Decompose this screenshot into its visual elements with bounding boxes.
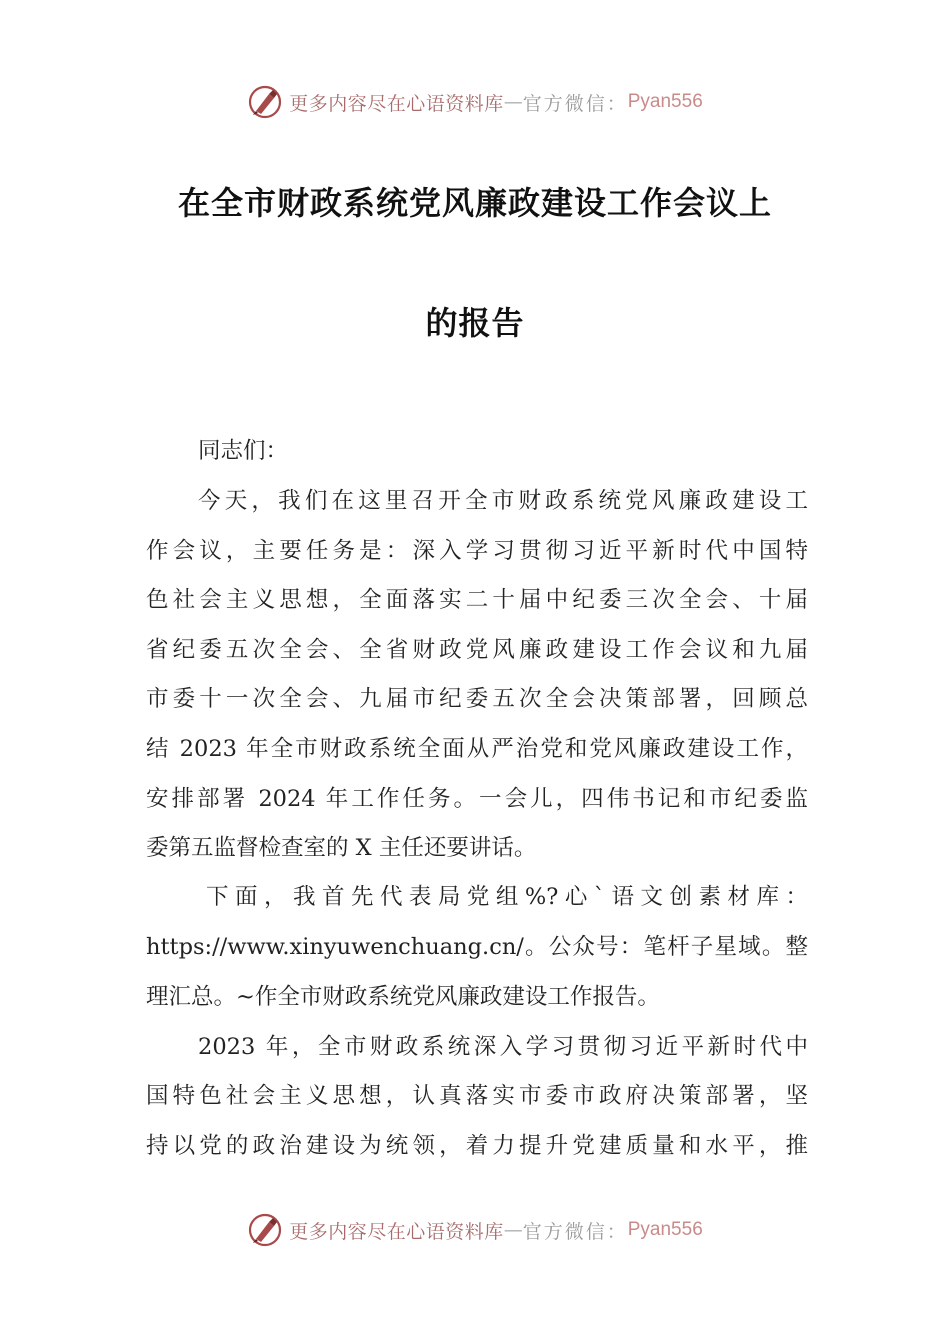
paragraph-1-line: 色社会主义思想，全面落实二十届中纪委三次全会、十届 xyxy=(146,587,808,613)
paragraph-1-line: 今天，我们在这里召开全市财政系统党风廉政建设工 xyxy=(198,488,808,514)
banner-wechat-id: Pyan556 xyxy=(627,91,703,112)
paragraph-1-line: 省纪委五次全会、全省财政党风廉政建设工作会议和九届 xyxy=(146,637,808,663)
banner-text: 更多内容尽在心语资料库 xyxy=(289,1220,504,1243)
paragraph-1-line: 作会议，主要任务是：深入学习贯彻习近平新时代中国特 xyxy=(146,538,808,564)
paragraph-1-line: 委第五监督检查室的 X 主任还要讲话。 xyxy=(146,835,537,861)
footer-banner xyxy=(0,1210,950,1250)
paragraph-2-line: 理汇总。~作全市财政系统党风廉政建设工作报告。 xyxy=(146,984,660,1010)
document-title-line-2: 的报告 xyxy=(425,304,525,342)
header-banner xyxy=(0,82,950,122)
paragraph-3-line: 2023 年，全市财政系统深入学习贯彻习近平新时代中 xyxy=(198,1034,808,1060)
banner-wechat-id: Pyan556 xyxy=(627,1219,703,1240)
banner-text: 更多内容尽在心语资料库 xyxy=(289,92,504,115)
paragraph-3-line: 持以党的政治建设为统领，着力提升党建质量和水平，推 xyxy=(146,1133,808,1159)
banner-separator: — xyxy=(503,91,523,113)
pen-nib-logo-icon xyxy=(247,84,283,120)
banner-wechat-label: 官方微信： xyxy=(522,92,628,115)
paragraph-2-line: https://www.xinyuwenchuang.cn/。公众号：笔杆子星域。整 xyxy=(146,934,808,960)
paragraph-2-line: 下面，我首先代表局党组%?心`语文创素材库： xyxy=(206,884,808,910)
paragraph-3-line: 国特色社会主义思想，认真落实市委市政府决策部署，坚 xyxy=(146,1083,808,1109)
salutation: 同志们： xyxy=(198,438,289,464)
pen-nib-logo-icon xyxy=(247,1212,283,1248)
paragraph-1-line: 市委十一次全会、九届市纪委五次全会决策部署，回顾总 xyxy=(146,686,808,712)
banner-separator: — xyxy=(503,1219,523,1241)
paragraph-1-line: 结 2023 年全市财政系统全面从严治党和党风廉政建设工作， xyxy=(146,736,808,762)
banner-wechat-label: 官方微信： xyxy=(522,1220,628,1243)
paragraph-1-line: 安排部署 2024 年工作任务。一会儿，四伟书记和市纪委监 xyxy=(146,786,808,812)
document-title-line-1: 在全市财政系统党风廉政建设工作会议上 xyxy=(177,184,772,222)
